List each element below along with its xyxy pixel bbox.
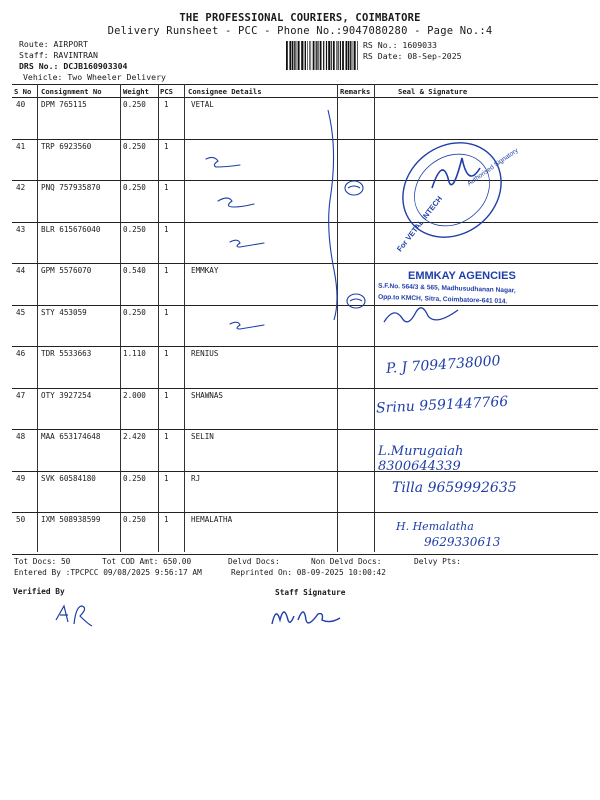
cell-consignee: RJ [191, 474, 201, 483]
cell-consignment-no: GPM 5576070 [41, 266, 92, 275]
verifier-signature [52, 600, 107, 632]
rs-date: RS Date: 08-Sep-2025 [363, 51, 462, 61]
entered-by: Entered By :TPCPCC 09/08/2025 9:56:17 AM [14, 568, 202, 577]
non-delivered-docs: Non Delvd Docs: [311, 557, 382, 566]
cell-sno: 46 [16, 349, 26, 358]
row-divider [12, 512, 598, 513]
rs-number: RS No.: 1609033 [363, 40, 437, 50]
cell-weight: 2.420 [123, 432, 146, 441]
cell-pcs: 1 [164, 515, 169, 524]
company-title: THE PROFESSIONAL COURIERS, COIMBATORE [179, 12, 421, 24]
cell-weight: 0.250 [123, 225, 146, 234]
cell-consignment-no: TDR 5533663 [41, 349, 92, 358]
cell-consignee: HEMALATHA [191, 515, 233, 524]
cell-pcs: 1 [164, 349, 169, 358]
cell-sno: 49 [16, 474, 26, 483]
staff-signature-label: Staff Signature [275, 588, 346, 597]
signature-row-48: L.Murugaiah 8300644339 [378, 444, 464, 474]
cell-sno: 41 [16, 142, 26, 151]
drs-number: DRS No.: DCJB160903304 [19, 61, 128, 71]
cell-consignment-no: PNQ 757935870 [41, 183, 101, 192]
cell-consignment-no: IXM 508938599 [41, 515, 101, 524]
delivered-docs: Delvd Docs: [228, 557, 280, 566]
barcode-image [286, 41, 358, 70]
cell-pcs: 1 [164, 100, 169, 109]
delivery-points: Delvy Pts: [414, 557, 461, 566]
cell-weight: 0.250 [123, 183, 146, 192]
cell-weight: 2.000 [123, 391, 146, 400]
cell-consignment-no: BLR 615676040 [41, 225, 101, 234]
cell-weight: 0.250 [123, 515, 146, 524]
cell-consignment-no: SVK 60584180 [41, 474, 96, 483]
consignee-scribbles [184, 97, 337, 347]
col-pcs-header: PCS [160, 87, 173, 96]
staff-signature [268, 600, 358, 636]
cell-consignee: EMMKAY [191, 266, 219, 275]
col-sno-header: S No [14, 87, 32, 96]
cell-consignment-no: OTY 3927254 [41, 391, 92, 400]
cell-pcs: 1 [164, 391, 169, 400]
signature-row-50-phone: 9629330613 [424, 535, 501, 549]
emmkay-stamp-address-1: S.F.No. 564/3 & 565, Madhusudhanan Nagar, [377, 282, 516, 295]
cell-weight: 1.110 [123, 349, 146, 358]
cell-sno: 45 [16, 308, 26, 317]
cell-sno: 40 [16, 100, 26, 109]
total-cod-amount: Tot COD Amt: 650.00 [102, 557, 192, 566]
col-weight-header: Weight [123, 87, 149, 96]
vetal-stamp-label: For VETAL INTECH [395, 194, 445, 254]
cell-pcs: 1 [164, 308, 169, 317]
col-consignee-header: Consignee Details [188, 87, 262, 96]
cell-pcs: 1 [164, 266, 169, 275]
cell-pcs: 1 [164, 432, 169, 441]
cell-consignment-no: TRP 6923560 [41, 142, 92, 151]
cell-sno: 44 [16, 266, 26, 275]
cell-consignment-no: STY 453059 [41, 308, 87, 317]
staff-label: Staff: RAVINTRAN [19, 50, 98, 60]
cell-pcs: 1 [164, 142, 169, 151]
cell-sno: 43 [16, 225, 26, 234]
row-divider [12, 388, 598, 389]
cell-pcs: 1 [164, 183, 169, 192]
signature-row-46: P. J 7094738000 [385, 353, 502, 377]
verified-by-label: Verified By [13, 587, 65, 596]
cell-consignee: RENIUS [191, 349, 219, 358]
route-label: Route: AIRPORT [19, 39, 89, 49]
cell-weight: 0.540 [123, 266, 146, 275]
cell-weight: 0.250 [123, 308, 146, 317]
cell-pcs: 1 [164, 225, 169, 234]
cell-sno: 48 [16, 432, 26, 441]
cell-sno: 50 [16, 515, 26, 524]
vetal-company-stamp [372, 118, 532, 263]
remarks-marks [318, 100, 378, 330]
total-docs: Tot Docs: 50 [14, 557, 71, 566]
col-consignment-header: Consignment No [41, 87, 102, 96]
col-remarks-header: Remarks [340, 87, 371, 96]
cell-consignment-no: MAA 653174648 [41, 432, 101, 441]
cell-weight: 0.250 [123, 100, 146, 109]
cell-sno: 47 [16, 391, 26, 400]
cell-pcs: 1 [164, 474, 169, 483]
signature-row-49: Tilla 9659992635 [392, 480, 517, 496]
cell-consignee: SELIN [191, 432, 214, 441]
cell-consignee: SHAWNAS [191, 391, 224, 400]
row-divider [12, 429, 598, 430]
runsheet-subtitle: Delivery Runsheet - PCC - Phone No.:9047080280 - Page No.:4 [107, 25, 493, 37]
cell-weight: 0.250 [123, 474, 146, 483]
row-divider [12, 554, 598, 555]
vetal-signatory-label: Authorised Signatory [466, 147, 520, 188]
emmkay-signature [378, 300, 468, 332]
emmkay-stamp-address-2: Opp.to KMCH, Sitra, Coimbatore-641 014. [377, 293, 508, 306]
col-seal-header: Seal & Signature [398, 87, 468, 96]
cell-weight: 0.250 [123, 142, 146, 151]
signature-row-50-name: H. Hemalatha [396, 520, 474, 533]
emmkay-stamp-name: EMMKAY AGENCIES [408, 270, 516, 282]
cell-consignment-no: DPM 765115 [41, 100, 87, 109]
cell-consignee: VETAL [191, 100, 214, 109]
reprinted-on: Reprinted On: 08-09-2025 10:00:42 [231, 568, 386, 577]
signature-row-47: Srinu 9591447766 [375, 393, 509, 417]
cell-sno: 42 [16, 183, 26, 192]
vehicle-label: Vehicle: Two Wheeler Delivery [23, 72, 166, 82]
